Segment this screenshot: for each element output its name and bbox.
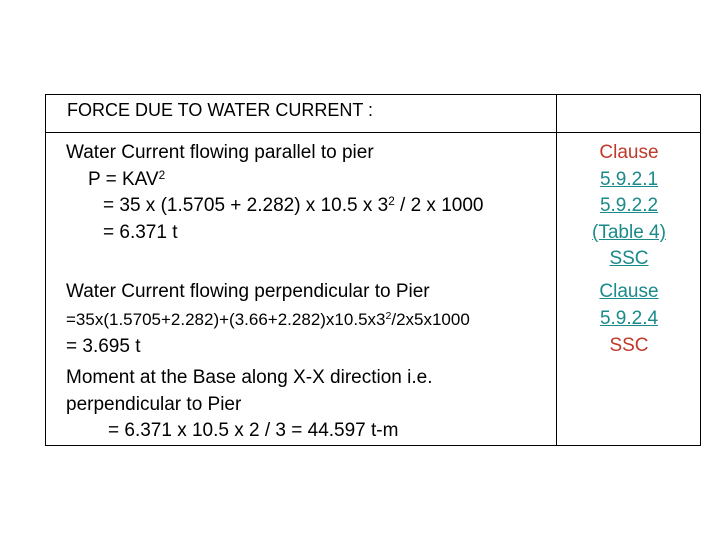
ref-link-5-9-2-4[interactable]: 5.9.2.4 [599,308,659,329]
ref-link-clause[interactable]: Clause [599,281,659,302]
ref-link-5-9-2-1[interactable]: 5.9.2.1 [599,169,659,190]
moment-line-3: = 6.371 x 10.5 x 2 / 3 = 44.597 t-m [108,420,399,441]
ref-link-table-4[interactable]: (Table 4) [592,222,666,243]
header-divider [45,132,701,133]
perpendicular-heading: Water Current flowing perpendicular to Pier [66,281,430,302]
parallel-heading: Water Current flowing parallel to pier [66,142,374,163]
perpendicular-result: = 3.695 t [66,336,141,357]
parallel-formula: $P = KAV^2$ [88,168,166,190]
ref-ssc-label: SSC [609,335,649,356]
ref-clause-label: Clause [599,142,659,163]
moment-line-2: perpendicular to Pier [66,394,242,415]
parallel-result: = 6.371 t [103,222,178,243]
moment-line-1: Moment at the Base along X-X direction i.e. [66,367,433,388]
perpendicular-calculation: $=35x(1.5705+2.282)+(3.66+2.282)x10.5x3^2/2x5x1000$ [66,310,470,329]
table-header: FORCE DUE TO WATER CURRENT : [67,100,374,120]
parallel-calculation: = 35 x (1.5705 + 2.282) x 10.5 x $3^2 / 2$ x 1000 [103,194,484,216]
ref-link-5-9-2-2[interactable]: 5.9.2.2 [599,195,659,216]
ref-link-ssc[interactable]: SSC [609,248,649,269]
